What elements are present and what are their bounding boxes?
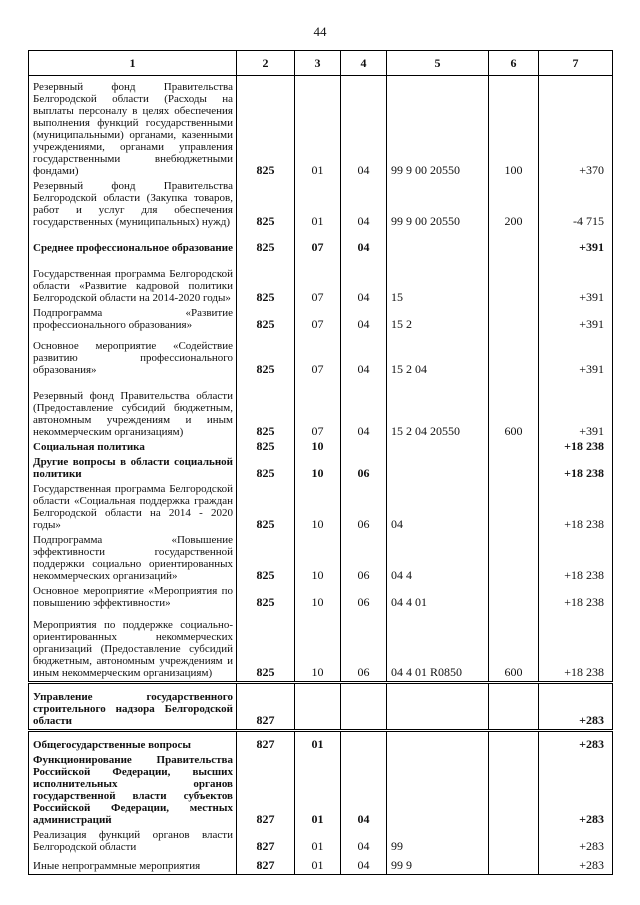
row-gr: 825 bbox=[237, 455, 295, 482]
row-name: Социальная политика bbox=[29, 440, 237, 455]
row-gr: 825 bbox=[237, 230, 295, 256]
row-vr bbox=[489, 683, 539, 731]
row-sum: +18 238 bbox=[539, 584, 613, 611]
row-sum: +18 238 bbox=[539, 533, 613, 584]
row-cs: 04 4 01 R0850 bbox=[387, 611, 489, 683]
row-gr: 825 bbox=[237, 179, 295, 230]
row-rz: 10 bbox=[295, 611, 341, 683]
row-vr bbox=[489, 440, 539, 455]
row-pr: 04 bbox=[341, 76, 387, 179]
row-vr bbox=[489, 306, 539, 333]
row-sum: +18 238 bbox=[539, 455, 613, 482]
row-gr: 825 bbox=[237, 306, 295, 333]
row-cs: 04 bbox=[387, 482, 489, 533]
row-gr: 825 bbox=[237, 378, 295, 440]
row-pr: 04 bbox=[341, 828, 387, 855]
row-name: Государственная программа Белгородской области «Социальная поддержка граждан Белгородской области на 2014 - 2020 годы» bbox=[29, 482, 237, 533]
row-rz: 07 bbox=[295, 230, 341, 256]
table-row bbox=[29, 179, 613, 230]
table-row bbox=[29, 76, 613, 179]
row-pr: 06 bbox=[341, 482, 387, 533]
row-cs bbox=[387, 455, 489, 482]
row-name: Резервный фонд Правительства Белгородской области (Расходы на выплаты персоналу в целях обеспечения выполнения функций государственными (муниципальными) органами, казенными учреждениями, органами управления государственными внебюджетными фондами) bbox=[29, 76, 237, 179]
table-row bbox=[29, 855, 613, 875]
row-vr bbox=[489, 482, 539, 533]
row-pr: 04 bbox=[341, 179, 387, 230]
table-row bbox=[29, 482, 613, 533]
row-pr: 04 bbox=[341, 378, 387, 440]
header-col-3: 3 bbox=[295, 51, 341, 76]
row-vr bbox=[489, 333, 539, 378]
row-sum: +391 bbox=[539, 306, 613, 333]
row-pr: 06 bbox=[341, 455, 387, 482]
row-sum: +283 bbox=[539, 731, 613, 753]
row-cs: 15 2 04 bbox=[387, 333, 489, 378]
row-cs: 15 bbox=[387, 256, 489, 306]
table-row bbox=[29, 533, 613, 584]
row-gr: 825 bbox=[237, 333, 295, 378]
header-col-6: 6 bbox=[489, 51, 539, 76]
row-sum: +391 bbox=[539, 256, 613, 306]
row-vr bbox=[489, 533, 539, 584]
row-sum: +391 bbox=[539, 230, 613, 256]
row-rz: 01 bbox=[295, 855, 341, 875]
row-gr: 825 bbox=[237, 256, 295, 306]
row-name: Среднее профессиональное образование bbox=[29, 230, 237, 256]
row-pr: 06 bbox=[341, 584, 387, 611]
row-name: Государственная программа Белгородской области «Развитие кадровой политики Белгородской области на 2014-2020 годы» bbox=[29, 256, 237, 306]
row-cs bbox=[387, 683, 489, 731]
row-sum: +18 238 bbox=[539, 482, 613, 533]
row-pr: 06 bbox=[341, 611, 387, 683]
table-row bbox=[29, 731, 613, 753]
row-vr: 200 bbox=[489, 179, 539, 230]
row-gr: 827 bbox=[237, 855, 295, 875]
row-gr: 825 bbox=[237, 440, 295, 455]
row-sum: +391 bbox=[539, 378, 613, 440]
row-gr: 827 bbox=[237, 731, 295, 753]
header-col-2: 2 bbox=[237, 51, 295, 76]
row-gr: 825 bbox=[237, 482, 295, 533]
row-name: Функционирование Правительства Российской Федерации, высших исполнительных органов государственной власти субъектов Российской Федерации, местных администраций bbox=[29, 753, 237, 828]
table-row bbox=[29, 584, 613, 611]
row-rz: 07 bbox=[295, 378, 341, 440]
row-name: Иные непрограммные мероприятия bbox=[29, 855, 237, 875]
table-row bbox=[29, 230, 613, 256]
row-pr: 04 bbox=[341, 855, 387, 875]
row-cs: 15 2 bbox=[387, 306, 489, 333]
table-row bbox=[29, 440, 613, 455]
table-row bbox=[29, 683, 613, 731]
page-number: 44 bbox=[313, 24, 327, 39]
row-rz: 01 bbox=[295, 753, 341, 828]
row-rz: 01 bbox=[295, 76, 341, 179]
row-vr: 600 bbox=[489, 378, 539, 440]
row-rz: 10 bbox=[295, 584, 341, 611]
table-row bbox=[29, 753, 613, 828]
row-name: Резервный фонд Правительства Белгородской области (Закупка товаров, работ и услуг для обеспечения государственных (муниципальных) нужд) bbox=[29, 179, 237, 230]
row-gr: 827 bbox=[237, 683, 295, 731]
header-row bbox=[29, 51, 613, 76]
row-name: Управление государственного строительного надзора Белгородской области bbox=[29, 683, 237, 731]
row-sum: -4 715 bbox=[539, 179, 613, 230]
row-rz: 10 bbox=[295, 455, 341, 482]
header-col-5: 5 bbox=[387, 51, 489, 76]
table-row bbox=[29, 828, 613, 855]
row-vr bbox=[489, 753, 539, 828]
row-name: Основное мероприятие «Содействие развитию профессионального образования» bbox=[29, 333, 237, 378]
row-pr bbox=[341, 731, 387, 753]
row-vr bbox=[489, 256, 539, 306]
row-cs bbox=[387, 230, 489, 256]
row-name: Подпрограмма «Развитие профессионального образования» bbox=[29, 306, 237, 333]
row-gr: 825 bbox=[237, 533, 295, 584]
header-col-7: 7 bbox=[539, 51, 613, 76]
row-name: Мероприятия по поддержке социально-ориентированных некоммерческих организаций (Предоставление субсидий бюджетным, автономным учреждениям и иным некоммерческим организациям) bbox=[29, 611, 237, 683]
row-gr: 825 bbox=[237, 611, 295, 683]
row-sum: +391 bbox=[539, 333, 613, 378]
row-rz bbox=[295, 683, 341, 731]
row-gr: 827 bbox=[237, 753, 295, 828]
row-rz: 10 bbox=[295, 482, 341, 533]
table-row bbox=[29, 333, 613, 378]
row-gr: 825 bbox=[237, 76, 295, 179]
row-pr bbox=[341, 440, 387, 455]
row-sum: +283 bbox=[539, 753, 613, 828]
row-name: Другие вопросы в области социальной политики bbox=[29, 455, 237, 482]
row-rz: 10 bbox=[295, 533, 341, 584]
row-vr bbox=[489, 455, 539, 482]
row-pr: 04 bbox=[341, 306, 387, 333]
row-gr: 825 bbox=[237, 584, 295, 611]
row-cs: 15 2 04 20550 bbox=[387, 378, 489, 440]
row-vr: 600 bbox=[489, 611, 539, 683]
row-vr bbox=[489, 828, 539, 855]
row-vr bbox=[489, 584, 539, 611]
row-vr bbox=[489, 731, 539, 753]
row-name: Подпрограмма «Повышение эффективности государственной поддержки социально ориентированных некоммерческих организаций» bbox=[29, 533, 237, 584]
row-name: Общегосударственные вопросы bbox=[29, 731, 237, 753]
table-row bbox=[29, 256, 613, 306]
row-cs: 04 4 bbox=[387, 533, 489, 584]
row-pr: 04 bbox=[341, 753, 387, 828]
row-pr: 04 bbox=[341, 333, 387, 378]
row-cs: 99 9 bbox=[387, 855, 489, 875]
table-row bbox=[29, 611, 613, 683]
budget-table bbox=[28, 50, 613, 875]
table-row bbox=[29, 378, 613, 440]
row-gr: 827 bbox=[237, 828, 295, 855]
row-sum: +283 bbox=[539, 828, 613, 855]
row-rz: 07 bbox=[295, 256, 341, 306]
table-row bbox=[29, 455, 613, 482]
row-sum: +18 238 bbox=[539, 440, 613, 455]
row-pr: 04 bbox=[341, 256, 387, 306]
row-vr bbox=[489, 230, 539, 256]
row-rz: 01 bbox=[295, 179, 341, 230]
row-sum: +18 238 bbox=[539, 611, 613, 683]
row-rz: 07 bbox=[295, 306, 341, 333]
row-sum: +283 bbox=[539, 855, 613, 875]
row-sum: +283 bbox=[539, 683, 613, 731]
header-col-4: 4 bbox=[341, 51, 387, 76]
row-pr: 06 bbox=[341, 533, 387, 584]
row-cs bbox=[387, 731, 489, 753]
row-cs: 99 9 00 20550 bbox=[387, 76, 489, 179]
row-name: Основное мероприятие «Мероприятия по повышению эффективности» bbox=[29, 584, 237, 611]
table-row bbox=[29, 306, 613, 333]
row-name: Резервный фонд Правительства области (Предоставление субсидий бюджетным, автономным учреждениям и иным некоммерческим организациям) bbox=[29, 378, 237, 440]
row-cs: 99 9 00 20550 bbox=[387, 179, 489, 230]
row-vr: 100 bbox=[489, 76, 539, 179]
row-sum: +370 bbox=[539, 76, 613, 179]
row-vr bbox=[489, 855, 539, 875]
row-pr: 04 bbox=[341, 230, 387, 256]
row-cs bbox=[387, 440, 489, 455]
row-cs: 99 bbox=[387, 828, 489, 855]
header-col-1: 1 bbox=[29, 51, 237, 76]
row-rz: 01 bbox=[295, 731, 341, 753]
row-cs bbox=[387, 753, 489, 828]
row-rz: 10 bbox=[295, 440, 341, 455]
row-rz: 01 bbox=[295, 828, 341, 855]
row-cs: 04 4 01 bbox=[387, 584, 489, 611]
row-name: Реализация функций органов власти Белгородской области bbox=[29, 828, 237, 855]
row-pr bbox=[341, 683, 387, 731]
row-rz: 07 bbox=[295, 333, 341, 378]
